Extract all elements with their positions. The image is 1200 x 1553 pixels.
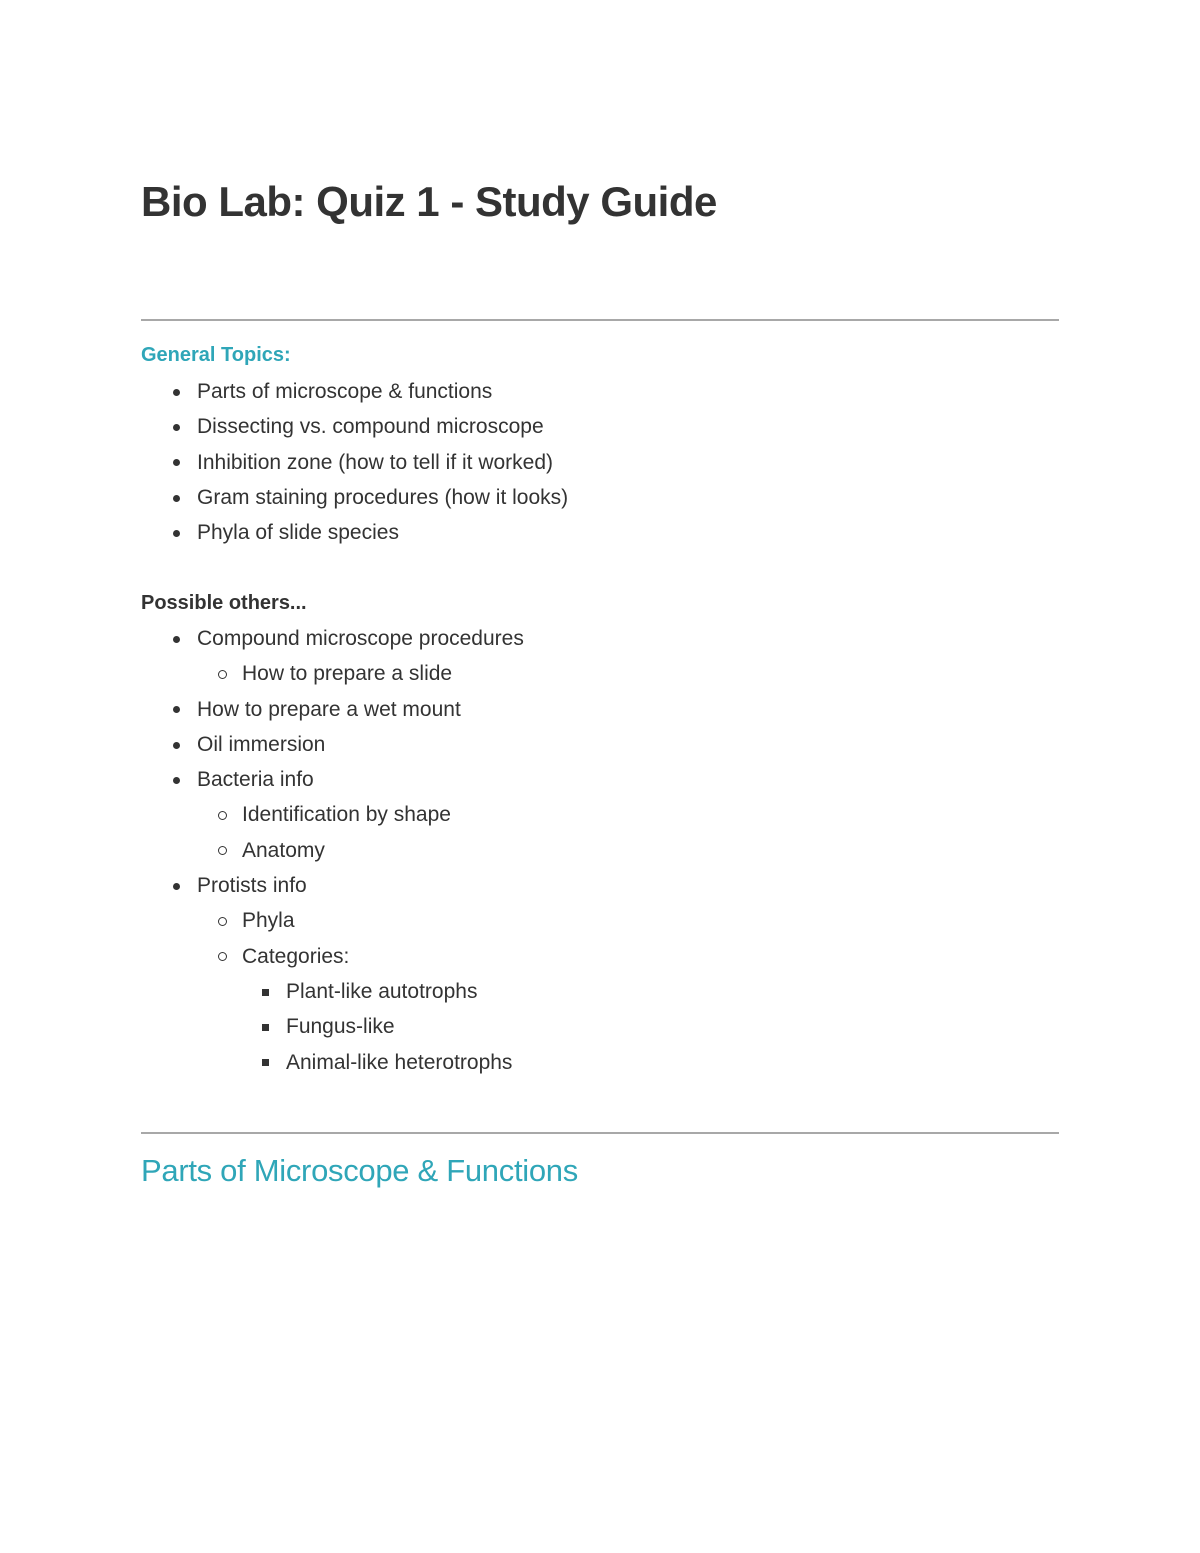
list-item: [141, 974, 524, 1009]
list-item: [141, 939, 524, 974]
list-item-text: Protists info: [197, 874, 307, 898]
filled-dot-bullet-icon: [173, 777, 180, 784]
list-item: [141, 621, 524, 656]
section-heading: Parts of Microscope & Functions: [141, 1153, 578, 1188]
list-item-text: Anatomy: [242, 838, 325, 862]
list-item-text: Fungus-like: [286, 1015, 395, 1039]
list-item: [141, 797, 524, 832]
list-item: [141, 762, 524, 797]
list-item-text: Compound microscope procedures: [197, 627, 524, 650]
square-bullet-icon: [262, 1059, 269, 1066]
list-item-text: Animal-like heterotrophs: [286, 1050, 513, 1074]
filled-dot-bullet-icon: [173, 459, 180, 466]
general-topics-heading: General Topics:: [141, 344, 291, 366]
square-bullet-icon: [262, 1024, 269, 1031]
list-item: [141, 1045, 524, 1080]
list-item-text: Phyla: [242, 909, 295, 933]
list-item: [141, 903, 524, 938]
filled-dot-bullet-icon: [173, 389, 180, 396]
list-item: [141, 656, 524, 691]
filled-dot-bullet-icon: [173, 636, 180, 643]
horizontal-divider: [141, 319, 1059, 321]
list-item: [141, 868, 524, 903]
horizontal-divider: [141, 1132, 1059, 1134]
list-item-text: Inhibition zone (how to tell if it worked): [197, 450, 554, 474]
list-item: [141, 374, 568, 409]
filled-dot-bullet-icon: [173, 424, 180, 431]
list-item-text: Plant-like autotrophs: [286, 979, 478, 1003]
list-item-text: Bacteria info: [197, 768, 314, 792]
hollow-circle-bullet-icon: [218, 952, 227, 961]
document-title: Bio Lab: Quiz 1 - Study Guide: [141, 178, 717, 225]
list-item: [141, 409, 568, 444]
list-item: [141, 692, 524, 727]
general-topics-list: [141, 374, 568, 550]
list-item-text: Parts of microscope & functions: [197, 380, 493, 403]
list-item: [141, 727, 524, 762]
list-item-text: How to prepare a slide: [242, 662, 453, 686]
square-bullet-icon: [262, 989, 269, 996]
filled-dot-bullet-icon: [173, 742, 180, 749]
possible-others-list: [141, 621, 524, 1080]
list-item: [141, 480, 568, 515]
list-item-text: Identification by shape: [242, 803, 451, 827]
list-item-text: How to prepare a wet mount: [197, 697, 461, 721]
possible-others-heading: Possible others...: [141, 592, 307, 614]
hollow-circle-bullet-icon: [218, 670, 227, 679]
list-item-text: Dissecting vs. compound microscope: [197, 415, 544, 439]
hollow-circle-bullet-icon: [218, 811, 227, 820]
filled-dot-bullet-icon: [173, 883, 180, 890]
list-item: [141, 445, 568, 480]
list-item: [141, 1009, 524, 1044]
filled-dot-bullet-icon: [173, 706, 180, 713]
list-item-text: Phyla of slide species: [197, 521, 399, 545]
hollow-circle-bullet-icon: [218, 917, 227, 926]
list-item: [141, 515, 568, 550]
list-item-text: Oil immersion: [197, 732, 326, 756]
list-item: [141, 833, 524, 868]
filled-dot-bullet-icon: [173, 495, 180, 502]
hollow-circle-bullet-icon: [218, 846, 227, 855]
list-item-text: Gram staining procedures (how it looks): [197, 485, 569, 509]
list-item-text: Categories:: [242, 944, 350, 968]
filled-dot-bullet-icon: [173, 530, 180, 537]
